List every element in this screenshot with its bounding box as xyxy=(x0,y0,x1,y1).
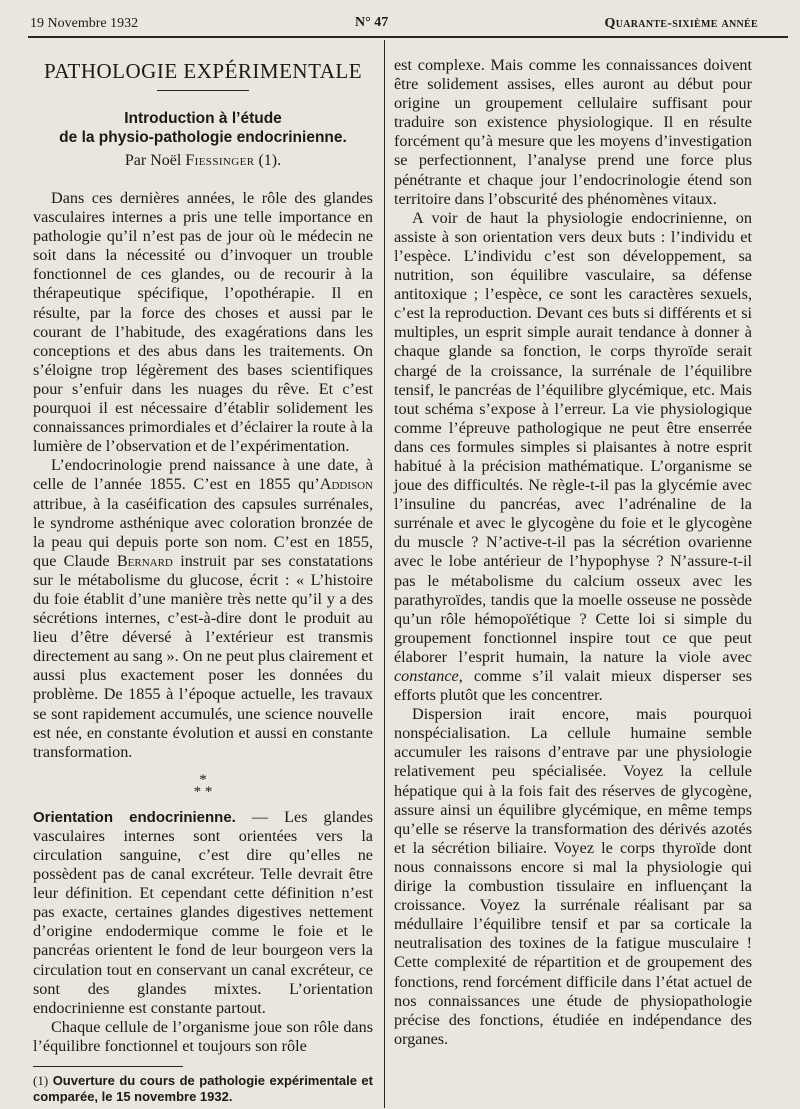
paragraph-text: attribue, à la caséification des capsules surrénales, le syndrome asthénique avec coloration bronzée de la peau qui depuis porte son nom. C’est en 1855, que Claude xyxy=(33,494,373,570)
footnote-text: Ouverture du cours de pathologie expérimentale et comparée, le 15 novembre 1932. xyxy=(33,1073,373,1105)
paragraph-text: A voir de haut la physiologie endocrinienne, on assiste à son orientation vers deux buts : l’individu et l’espèce. L’individu c’est son développement, sa nutrition, son équilibre vasculaire, sa défense antitoxique ; l’espèce, ce sont les caractères sexuels, c’est la reproduction. Devant ces buts si différents et si multiples, un esprit simple aurait tendance à donner à chaque glande sa fonction, le corps thyroïde serait chargé de la croissance, la surrénale de l’équilibre tensif, le pancréas de l’équilibre glycémique, etc. Mais tout schéma s’expose à l’erreur. La vie physiologique comme l’épreuve pathologique ne peut être enserrée dans ces formules simples si plaisantes à notre esprit habitué à la précision mathématique. L’organisme se joue des difficultés. Ne règle-t-il pas la glycémie avec l’insuline du pancréas, avec l’adrénaline de la surrénale et avec le glycogène du foie et le glycogène du muscle ? N’active-t-il pas la sécrétion ovarienne avec le lobe antérieur de l’hypophyse ? N’assure-t-il pas le métabolisme du calcium osseux avec les parathyroïdes, tandis que la moelle osseuse ne possède qu’un rôle hémopoïétique ? Cette loi si simple du groupement fonctionnel inspire tout ce que peut élaborer l’esprit humain, la nature la viole avec xyxy=(394,208,752,666)
byline xyxy=(33,151,373,171)
left-column xyxy=(33,52,373,1105)
publication-year: Quarante-sixième année xyxy=(604,16,758,31)
asterism-top: * xyxy=(199,771,207,788)
column-divider xyxy=(384,40,385,1108)
author-name: Fiessinger xyxy=(185,152,255,169)
article-title-line1: Introduction à l’étude xyxy=(124,110,282,127)
right-column xyxy=(394,56,752,1049)
paragraph: Dispersion irait encore, mais pourquoi nonspécialisation. La cellule humaine semble accumuler les raisons d’entrave par une physiologie relativement peu spécialisée. Voyez la cellule hépatique qui à la fois fait des réserves de glycogène, assure ainsi un équilibre glycémique, en même temps qu’elle se réserve la transformation des dérivés azotés et la sécrétion biliaire. Voyez le corps thyroïde dont nous connaissons encore si mal la physiologie qui dirige la combustion tissulaire en influençant la croissance. Voyez la surrénale réalisant par sa médullaire l’équilibre tensif et par sa corticale la neutralisation des toxines de la fatigue musculaire ! Cette complexité de répartition et de groupement des fonctions, rend forcément difficile dans l’état actuel de nos connaissances une étude de physiopathologie précise des fonctions, étudiée en indépendance des organes. xyxy=(394,705,752,1048)
page-header xyxy=(30,14,758,36)
title-rule xyxy=(157,90,249,91)
name-addison: Addison xyxy=(319,475,373,494)
issue-date: 19 Novembre 1932 xyxy=(30,16,139,31)
asterism-bottom: * * xyxy=(193,783,213,800)
paragraph: est complexe. Mais comme les connaissances doivent être solidement assises, elles auront au début pour origine un groupement cellulaire suffisant pour traduire son existence physiologique. Il en résulte forcément qu’à mesure que les moyens d’investigation se perfectionnent, l’analyse prend une force plus pénétrante et chaque jour l’endocrinologie étend son territoire dans l’obscurité des phénomènes vitaux. xyxy=(394,56,752,208)
paragraph xyxy=(33,456,373,762)
section-title: PATHOLOGIE EXPÉRIMENTALE xyxy=(43,59,363,83)
paragraph xyxy=(394,209,752,705)
paragraph-text: — Les glandes vasculaires internes sont orientées vers la circulation sanguine, c’est dire qu’elles ne possèdent pas de canal excréteur. Telle devrait être leur définition. Et cependant cette définition n’est pas exacte, certaines glandes digestives nettement d’origine endodermique comme le foie et le pancréas orientent le fond de leur bourgeon vers la circulation tout en conservant un canal excréteur, ce sont des glandes mixtes. L’orientation endocrinienne est constante partout. xyxy=(33,807,373,1017)
article-title-line2: de la physio-pathologie endocrinienne. xyxy=(59,129,347,146)
issue-number: N° 47 xyxy=(355,15,389,30)
paragraph-text: , comme s’il valait mieux disperser ses efforts plutôt que les concentrer. xyxy=(394,667,752,705)
emphasis: constance xyxy=(394,667,459,685)
paragraph xyxy=(33,808,373,1018)
article-title xyxy=(33,109,373,147)
header-rule xyxy=(28,36,788,38)
footnote-rule xyxy=(33,1066,183,1067)
paragraph: Dans ces dernières années, le rôle des glandes vasculaires internes a pris une telle importance en pathologie qu’il n’est pas de jour où le médecin ne soit dans la nécessité ou d’invoquer un trouble fonctionnel de ces glandes, ou de recourir à la thérapeutique spécifique, l’opothérapie. Il en résulte, par la force des choses et aussi par le courant de l’habitude, des exagérations dans les conceptions et des abus dans les traitements. On s’éloigne trop légèrement des bases scientifiques pour s’enfuir dans les nuages du rêve. Et c’est pourquoi il est nécessaire d’établir solidement les connaissances primordiales et d’éclairer la route à la lumière de l’observation et de l’expérimentation. xyxy=(33,189,373,456)
subsection-heading: Orientation endocrinienne. xyxy=(33,808,236,826)
paragraph-text: L’endocrinologie prend naissance à une date, à celle de l’année 1855. C’est en 1855 qu’ xyxy=(33,456,373,494)
footnote-reference: (1). xyxy=(258,152,282,169)
asterism xyxy=(33,771,373,800)
footnote-mark: (1) xyxy=(33,1073,49,1089)
name-bernard: Bernard xyxy=(116,551,173,570)
paragraph: Chaque cellule de l’organisme joue son rôle dans l’équilibre fonctionnel et toujours son rôle xyxy=(33,1017,373,1055)
footnote xyxy=(33,1073,373,1105)
byline-prefix: Par Noël xyxy=(124,152,182,169)
paragraph-text: instruit par ses constatations sur le métabolisme du glucose, écrit : « L’histoire du foie établit d’une manière très nette qu’il y a des sécrétions internes, c’est-à-dire dont le produit au lieu d’être déversé à l’extérieur est transmis directement au sang ». On ne peut plus clairement et aussi plus exactement poser les données du problème. De 1855 à l’époque actuelle, les travaux se sont rapidement accumulés, une science nouvelle est née, en constante évolution et aussi en constante transformation. xyxy=(33,551,373,761)
